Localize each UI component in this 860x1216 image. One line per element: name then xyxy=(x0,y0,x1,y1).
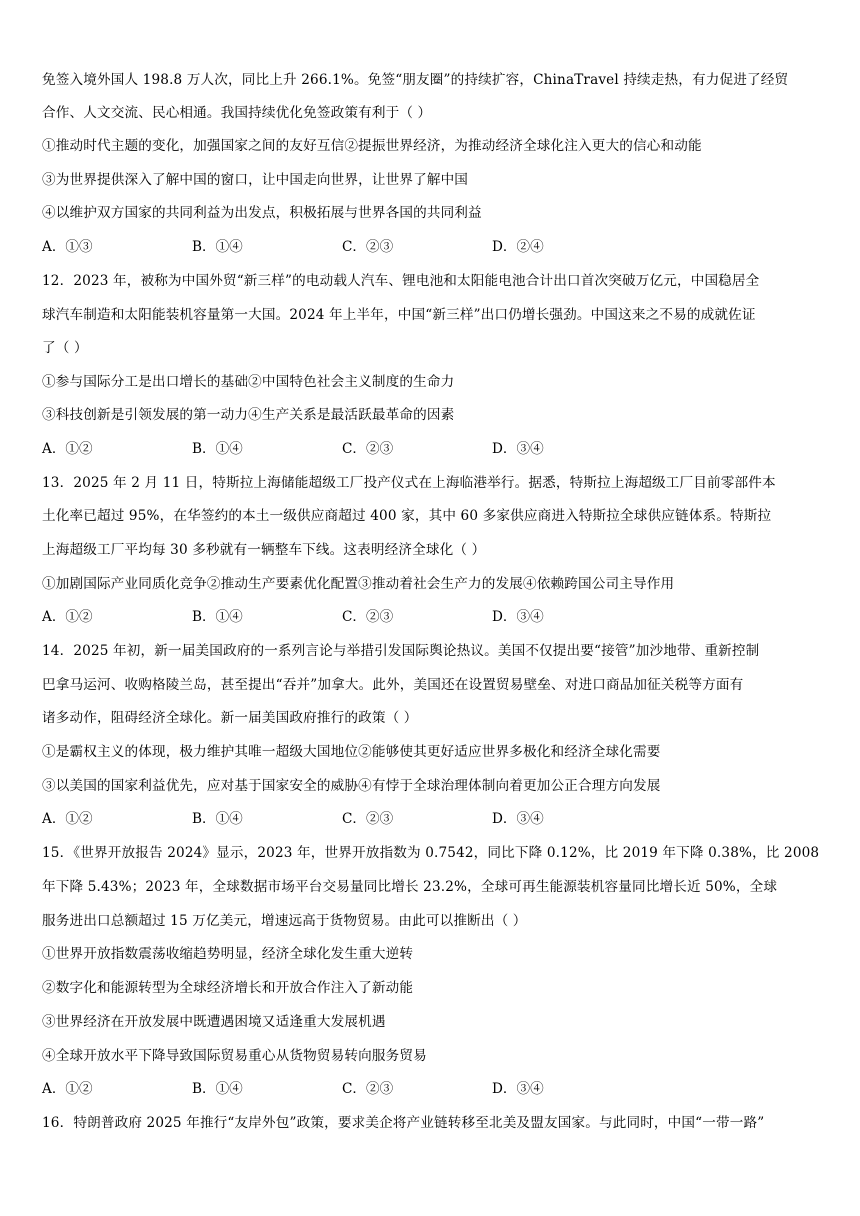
q14-text-line: 巴拿马运河、收购格陵兰岛，甚至提出“吞并”加拿大。此外，美国还在设置贸易壁垒、对进口商品加征关税等方面有 xyxy=(42,677,744,693)
option-d[interactable]: D．②④ xyxy=(492,239,544,255)
q14-text-line: 14．2025 年初，新一届美国政府的一系列言论与举措引发国际舆论热议。美国不仅提出要“接管”加沙地带、重新控制 xyxy=(42,643,760,659)
q12-text-line: 了（ ） xyxy=(42,340,88,356)
q11-text-line: 免签入境外国人 198.8 万人次，同比上升 266.1%。免签“朋友圈”的持续扩容，ChinaTravel 持续走热，有力促进了经贸 xyxy=(42,72,789,88)
q13-text-line: 土化率已超过 95%，在华签约的本土一级供应商超过 400 家，其中 60 多家供应商进入特斯拉全球供应链体系。特斯拉 xyxy=(42,508,772,524)
option-c[interactable]: C．②③ xyxy=(342,811,394,827)
q15-text-line: 15．《世界开放报告 2024》显示，2023 年，世界开放指数为 0.7542，同比下降 0.12%，比 2019 年下降 0.38%，比 2008 xyxy=(42,845,820,861)
option-c[interactable]: C．②③ xyxy=(342,1081,394,1097)
option-c[interactable]: C．②③ xyxy=(342,239,394,255)
q11-statement: ③为世界提供深入了解中国的窗口，让中国走向世界，让世界了解中国 xyxy=(42,172,469,188)
option-a[interactable]: A．①② xyxy=(42,609,93,625)
option-b[interactable]: B．①④ xyxy=(192,811,243,827)
q11-statement: ①推动时代主题的变化，加强国家之间的友好互信②提振世界经济，为推动经济全球化注入更大的信心和动能 xyxy=(42,138,702,154)
q16-text-line: 16．特朗普政府 2025 年推行“友岸外包”政策，要求美企将产业链转移至北美及盟友国家。与此同时，中国“一带一路” xyxy=(42,1115,765,1131)
option-d[interactable]: D．③④ xyxy=(492,441,544,457)
q15-statement: ②数字化和能源转型为全球经济增长和开放合作注入了新动能 xyxy=(42,980,414,996)
option-b[interactable]: B．①④ xyxy=(192,239,243,255)
option-d[interactable]: D．③④ xyxy=(492,1081,544,1097)
option-d[interactable]: D．③④ xyxy=(492,609,544,625)
q11-text-line: 合作、人文交流、民心相通。我国持续优化免签政策有利于（ ） xyxy=(42,105,432,121)
q12-text-line: 球汽车制造和太阳能装机容量第一大国。2024 年上半年，中国“新三样”出口仍增长强劲。中国这来之不易的成就佐证 xyxy=(42,307,756,323)
option-c[interactable]: C．②③ xyxy=(342,441,394,457)
q13-text-line: 上海超级工厂平均每 30 多秒就有一辆整车下线。这表明经济全球化（ ） xyxy=(42,542,486,558)
q15-text-line: 服务进出口总额超过 15 万亿美元，增速远高于货物贸易。由此可以推断出（ ） xyxy=(42,913,527,929)
q12-statement: ③科技创新是引领发展的第一动力④生产关系是最活跃最革命的因素 xyxy=(42,407,455,423)
q15-statement: ①世界开放指数震荡收缩趋势明显，经济全球化发生重大逆转 xyxy=(42,946,414,962)
q15-text-line: 年下降 5.43%；2023 年，全球数据市场平台交易量同比增长 23.2%，全球可再生能源装机容量同比增长近 50%，全球 xyxy=(42,879,778,895)
q14-statement: ③以美国的国家利益优先，应对基于国家安全的威胁④有悖于全球治理体制向着更加公正合理方向发展 xyxy=(42,778,661,794)
q12-statement: ①参与国际分工是出口增长的基础②中国特色社会主义制度的生命力 xyxy=(42,374,455,390)
q14-statement: ①是霸权主义的体现，极力维护其唯一超级大国地位②能够使其更好适应世界多极化和经济全球化需要 xyxy=(42,744,661,760)
option-a[interactable]: A．①② xyxy=(42,441,93,457)
q15-statement: ④全球开放水平下降导致国际贸易重心从货物贸易转向服务贸易 xyxy=(42,1048,427,1064)
q14-text-line: 诸多动作，阻碍经济全球化。新一届美国政府推行的政策（ ） xyxy=(42,710,418,726)
option-b[interactable]: B．①④ xyxy=(192,1081,243,1097)
q13-text-line: 13．2025 年 2 月 11 日，特斯拉上海储能超级工厂投产仪式在上海临港举行。据悉，特斯拉上海超级工厂目前零部件本 xyxy=(42,475,776,491)
option-a[interactable]: A．①② xyxy=(42,811,93,827)
option-b[interactable]: B．①④ xyxy=(192,609,243,625)
q12-text-line: 12．2023 年，被称为中国外贸“新三样”的电动载人汽车、锂电池和太阳能电池合计出口首次突破万亿元，中国稳居全 xyxy=(42,273,760,289)
q15-statement: ③世界经济在开放发展中既遭遇困境又适逢重大发展机遇 xyxy=(42,1014,386,1030)
q13-statement: ①加剧国际产业同质化竞争②推动生产要素优化配置③推动着社会生产力的发展④依赖跨国公司主导作用 xyxy=(42,576,675,592)
q11-statement: ④以维护双方国家的共同利益为出发点，积极拓展与世界各国的共同利益 xyxy=(42,205,482,221)
option-c[interactable]: C．②③ xyxy=(342,609,394,625)
option-a[interactable]: A．①③ xyxy=(42,239,93,255)
option-b[interactable]: B．①④ xyxy=(192,441,243,457)
option-d[interactable]: D．③④ xyxy=(492,811,544,827)
option-a[interactable]: A．①② xyxy=(42,1081,93,1097)
